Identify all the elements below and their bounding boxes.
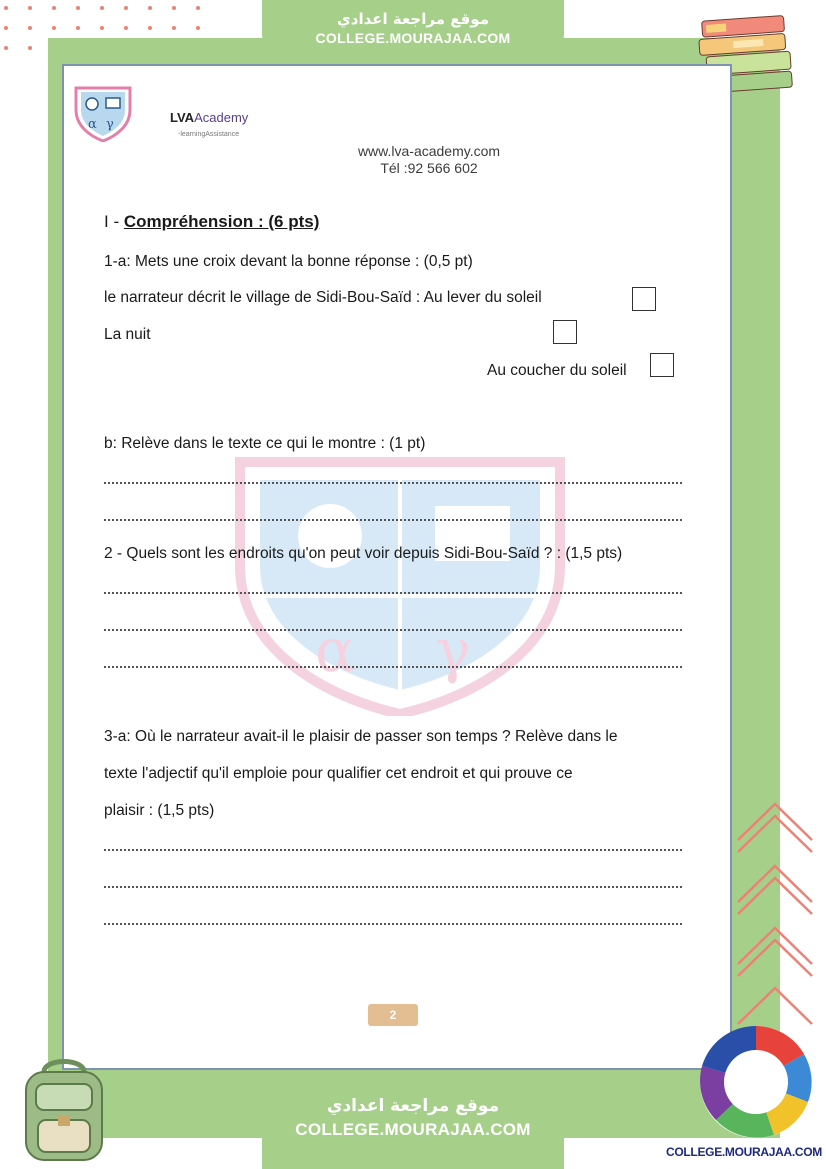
top-banner-arabic: موقع مراجعة اعدادي — [337, 10, 489, 28]
academy-name — [170, 110, 248, 125]
college-mourajaa-logo — [694, 1022, 818, 1140]
decorative-dot — [196, 6, 200, 10]
question-1a-option-coucher: Au coucher du soleil — [487, 362, 627, 379]
decorative-dot — [100, 26, 104, 30]
question-1b: b: Relève dans le texte ce qui le montre : (1 pt) — [104, 435, 426, 452]
question-3a-line2: texte l'adjectif qu'il emploie pour qualifier cet endroit et qui prouve ce — [104, 765, 573, 782]
academy-tagline: -learningAssistance — [178, 131, 240, 138]
academy-contact — [343, 143, 515, 177]
question-1a: 1-a: Mets une croix devant la bonne réponse : (0,5 pt) — [104, 253, 473, 270]
question-3a-line1: 3-a: Où le narrateur avait-il le plaisir de passer son temps ? Relève dans le — [104, 728, 618, 745]
answer-line[interactable] — [104, 482, 682, 484]
decorative-dot — [52, 6, 56, 10]
decorative-dot — [196, 26, 200, 30]
question-3a-line3: plaisir : (1,5 pts) — [104, 802, 215, 819]
decorative-dot — [28, 26, 32, 30]
decorative-dot — [4, 6, 8, 10]
footer-site-url[interactable]: COLLEGE.MOURAJAA.COM — [666, 1145, 823, 1159]
bottom-banner[interactable] — [262, 1074, 564, 1169]
svg-text:α: α — [88, 117, 97, 132]
decorative-dot — [148, 26, 152, 30]
answer-line[interactable] — [104, 923, 682, 925]
decorative-dot — [124, 26, 128, 30]
checkbox-lever-du-soleil[interactable] — [632, 287, 656, 311]
answer-line[interactable] — [104, 519, 682, 521]
academy-shield-logo — [72, 86, 134, 142]
decorative-dot — [148, 6, 152, 10]
academy-name-bold: LVA — [170, 110, 195, 125]
decorative-dot — [76, 6, 80, 10]
checkbox-nuit[interactable] — [553, 320, 577, 344]
decorative-dot — [100, 6, 104, 10]
bottom-banner-arabic: موقع مراجعة اعدادي — [326, 1096, 500, 1116]
academy-phone: Tél :92 566 602 — [380, 160, 478, 176]
answer-line[interactable] — [104, 666, 682, 668]
section-prefix: I - — [104, 212, 124, 231]
decorative-dot — [172, 6, 176, 10]
chevron-up-decoration-icon — [730, 790, 820, 1030]
decorative-dot — [4, 46, 8, 50]
academy-website[interactable]: www.lva-academy.com — [357, 143, 501, 159]
decorative-dot — [172, 26, 176, 30]
answer-line[interactable] — [104, 886, 682, 888]
answer-line[interactable] — [104, 629, 682, 631]
decorative-dot — [124, 6, 128, 10]
decorative-dot — [28, 6, 32, 10]
svg-text:γ: γ — [435, 616, 471, 686]
section-heading: Compréhension : (6 pts) — [123, 212, 320, 231]
question-2: 2 - Quels sont les endroits qu'on peut voir depuis Sidi-Bou-Saïd ? : (1,5 pts) — [104, 545, 623, 562]
answer-line[interactable] — [104, 592, 682, 594]
top-banner-url[interactable]: COLLEGE.MOURAJAA.COM — [315, 30, 511, 46]
decorative-dot — [28, 46, 32, 50]
answer-line[interactable] — [104, 849, 682, 851]
academy-name-rest: Academy — [194, 110, 249, 125]
checkbox-coucher-du-soleil[interactable] — [650, 353, 674, 377]
section-title — [104, 212, 319, 232]
question-1a-stem: le narrateur décrit le village de Sidi-Bou-Saïd : Au lever du soleil — [104, 289, 542, 306]
decorative-dot — [52, 26, 56, 30]
decorative-dot — [4, 26, 8, 30]
question-1a-option-nuit: La nuit — [104, 326, 151, 343]
svg-text:α: α — [315, 616, 356, 686]
backpack-icon — [14, 1054, 114, 1164]
decorative-dot — [76, 26, 80, 30]
watermark-shield-logo — [230, 456, 570, 716]
top-banner[interactable] — [262, 0, 564, 58]
svg-text:γ: γ — [106, 117, 114, 132]
page-number: 2 — [368, 1004, 418, 1026]
bottom-banner-url[interactable]: COLLEGE.MOURAJAA.COM — [295, 1120, 531, 1139]
